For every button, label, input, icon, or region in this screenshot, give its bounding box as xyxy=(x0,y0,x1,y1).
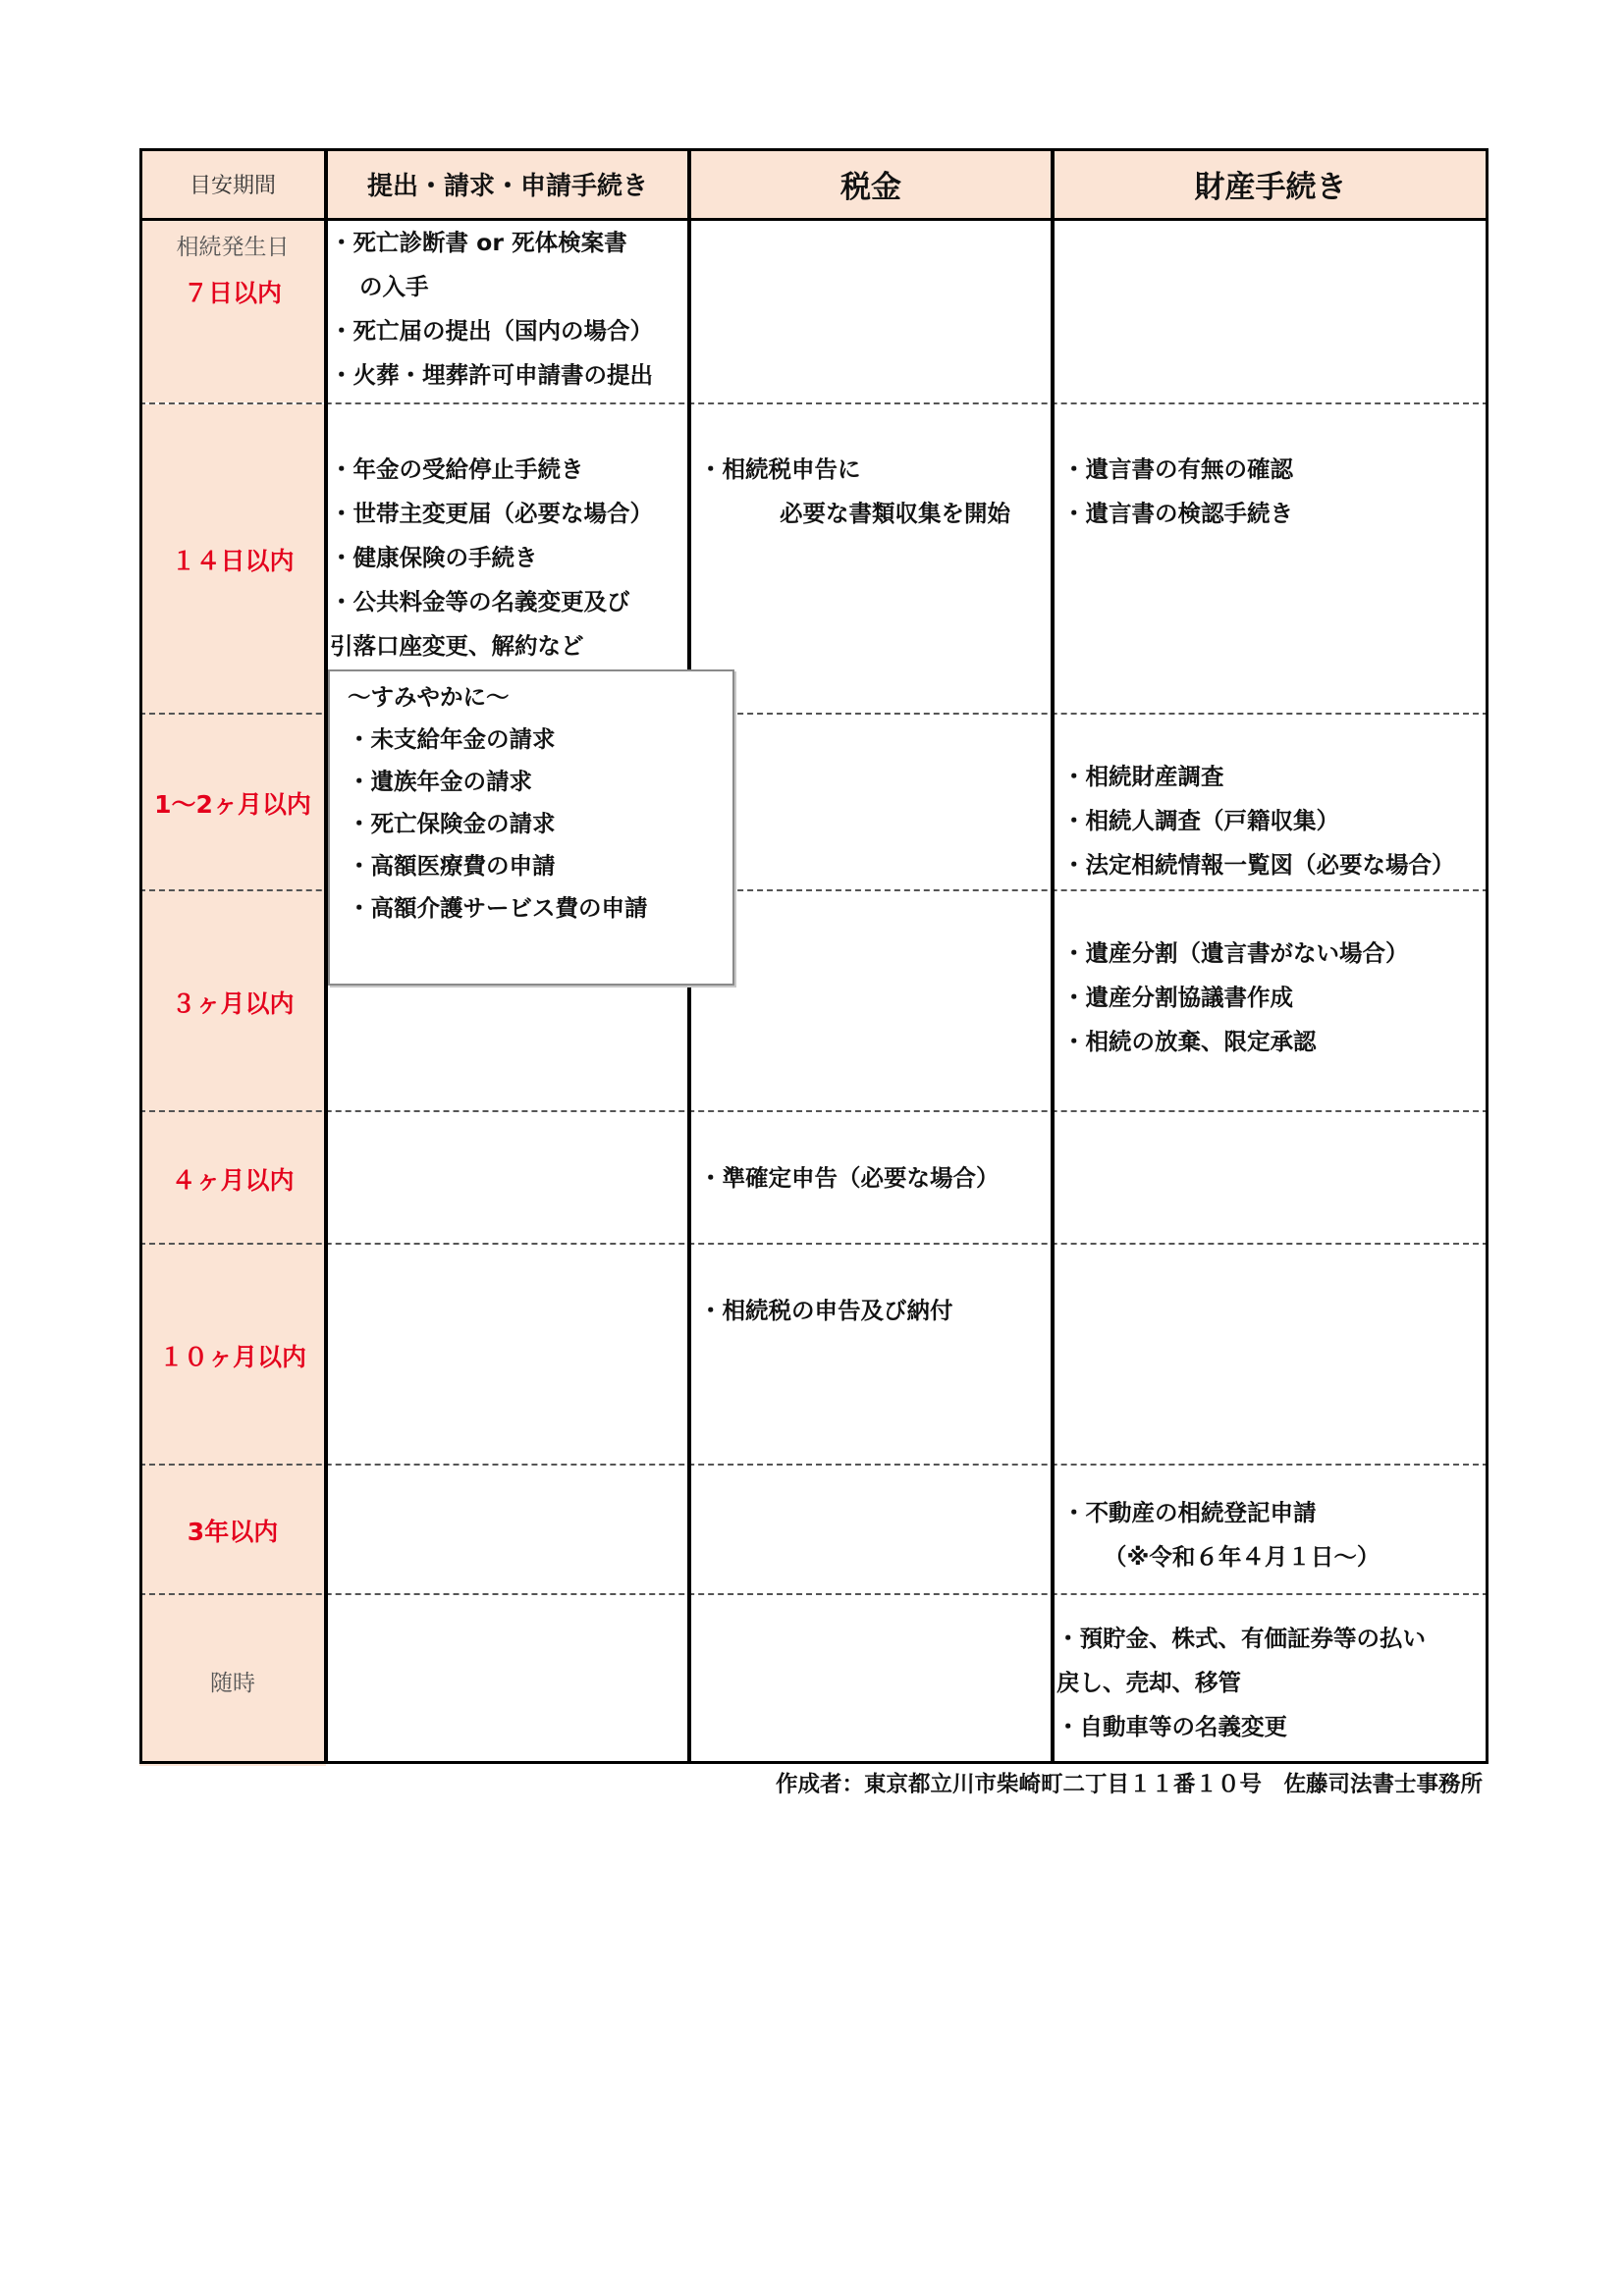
list-item: ・相続の放棄、限定承認 xyxy=(1062,1028,1317,1055)
header-procedures-label: 提出・請求・申請手続き xyxy=(366,171,648,201)
period-label: ７日以内 xyxy=(183,279,282,307)
list-item: ・遺産分割協議書作成 xyxy=(1062,984,1293,1011)
property-cell xyxy=(1053,1245,1489,1466)
header-period-label: 目安期間 xyxy=(189,173,276,198)
property-cell xyxy=(1053,404,1489,715)
procedures-cell xyxy=(326,1245,689,1466)
property-cell xyxy=(1053,221,1489,402)
taxes-cell xyxy=(689,1112,1053,1245)
period-cell xyxy=(139,715,326,891)
procedures-list xyxy=(330,448,685,668)
taxes-cell xyxy=(689,1245,1053,1466)
property-cell xyxy=(1053,1112,1489,1245)
property-list xyxy=(1062,755,1485,887)
procedures-cell xyxy=(326,1112,689,1245)
period-cell xyxy=(139,891,326,1112)
taxes-cell xyxy=(689,1466,1053,1595)
list-item: ・未支給年金の請求 xyxy=(348,725,556,753)
period-cell xyxy=(139,221,326,402)
list-item: ・遺産分割（遺言書がない場合） xyxy=(1062,939,1409,967)
taxes-cell xyxy=(689,715,1053,891)
promptly-box-list xyxy=(348,719,648,930)
list-item: ・遺言書の有無の確認 xyxy=(1062,455,1293,483)
period-label: １０ヶ月以内 xyxy=(158,1342,306,1371)
list-item: ・火葬・埋葬許可申請書の提出 xyxy=(330,361,653,389)
taxes-cell xyxy=(689,1595,1053,1766)
procedures-cell xyxy=(326,404,689,715)
list-item: 必要な書類収集を開始 xyxy=(780,500,1010,527)
taxes-list xyxy=(699,1156,1049,1201)
list-item: ・死亡診断書 or 死体検案書 xyxy=(330,229,627,256)
list-item: 戻し、売却、移管 xyxy=(1056,1669,1241,1696)
property-list xyxy=(1062,932,1485,1064)
period-label-start: 相続発生日 xyxy=(176,235,290,260)
list-item: ・遺言書の検認手続き xyxy=(1062,500,1293,527)
header-property xyxy=(1053,148,1489,219)
period-label: 1～2ヶ月以内 xyxy=(154,790,311,819)
period-label: １４日以内 xyxy=(171,547,295,575)
procedures-list xyxy=(330,221,685,398)
list-item: ・相続人調査（戸籍収集） xyxy=(1062,807,1339,834)
table-row-10-months xyxy=(139,1243,1489,1466)
list-item: ・相続財産調査 xyxy=(1062,763,1224,790)
list-item: ・不動産の相続登記申請 xyxy=(1062,1499,1317,1526)
taxes-list xyxy=(699,1289,1049,1333)
list-item: ・準確定申告（必要な場合） xyxy=(699,1164,1000,1192)
list-item: ・相続税申告に xyxy=(699,455,861,483)
period-label: 3年以内 xyxy=(187,1518,279,1546)
header-divider xyxy=(139,218,1489,221)
list-item: ・世帯主変更届（必要な場合） xyxy=(330,500,653,527)
period-cell xyxy=(139,1466,326,1595)
procedures-cell xyxy=(326,221,689,402)
header-procedures xyxy=(326,148,689,219)
list-item: ・死亡届の提出（国内の場合） xyxy=(330,317,653,345)
table-row-anytime xyxy=(139,1593,1489,1766)
list-item: ・公共料金等の名義変更及び xyxy=(330,588,630,615)
list-item: の入手 xyxy=(359,273,429,300)
taxes-cell xyxy=(689,404,1053,715)
promptly-box-title: ～すみやかに～ xyxy=(348,683,510,711)
property-list xyxy=(1062,1491,1485,1579)
period-cell xyxy=(139,1112,326,1245)
list-item: 引落口座変更、解約など xyxy=(330,632,584,660)
list-item: ・預貯金、株式、有価証券等の払い xyxy=(1056,1625,1426,1652)
table-row-3-years xyxy=(139,1464,1489,1595)
taxes-cell xyxy=(689,221,1053,402)
column-divider xyxy=(1051,148,1055,1764)
period-label: ３ヶ月以内 xyxy=(171,988,295,1018)
list-item: ・遺族年金の請求 xyxy=(348,768,532,795)
promptly-box xyxy=(328,669,734,986)
period-label: 随時 xyxy=(210,1670,255,1696)
list-item: （※令和６年４月１日～） xyxy=(1104,1543,1380,1571)
header-period xyxy=(139,148,326,219)
header-taxes-label: 税金 xyxy=(840,169,901,205)
header-taxes xyxy=(689,148,1053,219)
list-item: ・相続税の申告及び納付 xyxy=(699,1297,953,1324)
property-cell xyxy=(1053,715,1489,891)
property-list xyxy=(1062,448,1485,536)
taxes-list xyxy=(699,448,1049,536)
table-row-4-months xyxy=(139,1110,1489,1245)
property-cell xyxy=(1053,891,1489,1112)
table-row-7-days xyxy=(139,221,1489,402)
table-header-row xyxy=(139,148,1489,219)
period-cell xyxy=(139,1245,326,1466)
list-item: ・健康保険の手続き xyxy=(330,544,538,571)
procedures-cell xyxy=(326,1466,689,1595)
list-item: ・年金の受給停止手続き xyxy=(330,455,584,483)
list-item: ・高額医療費の申請 xyxy=(348,852,556,880)
list-item: ・死亡保険金の請求 xyxy=(348,810,556,837)
author-footer: 作成者：東京都立川市柴崎町二丁目１１番１０号 佐藤司法書士事務所 xyxy=(775,1772,1483,1797)
header-property-label: 財産手続き xyxy=(1194,169,1347,205)
property-cell xyxy=(1053,1466,1489,1595)
period-cell xyxy=(139,1595,326,1766)
property-cell xyxy=(1053,1595,1489,1766)
period-label: ４ヶ月以内 xyxy=(171,1165,295,1195)
table-row-14-days xyxy=(139,402,1489,715)
period-cell xyxy=(139,404,326,715)
list-item: ・法定相続情報一覧図（必要な場合） xyxy=(1062,851,1455,879)
property-list xyxy=(1056,1617,1485,1749)
list-item: ・高額介護サービス費の申請 xyxy=(348,894,648,922)
list-item: ・自動車等の名義変更 xyxy=(1056,1713,1287,1740)
procedures-cell xyxy=(326,1595,689,1766)
taxes-cell xyxy=(689,891,1053,1112)
